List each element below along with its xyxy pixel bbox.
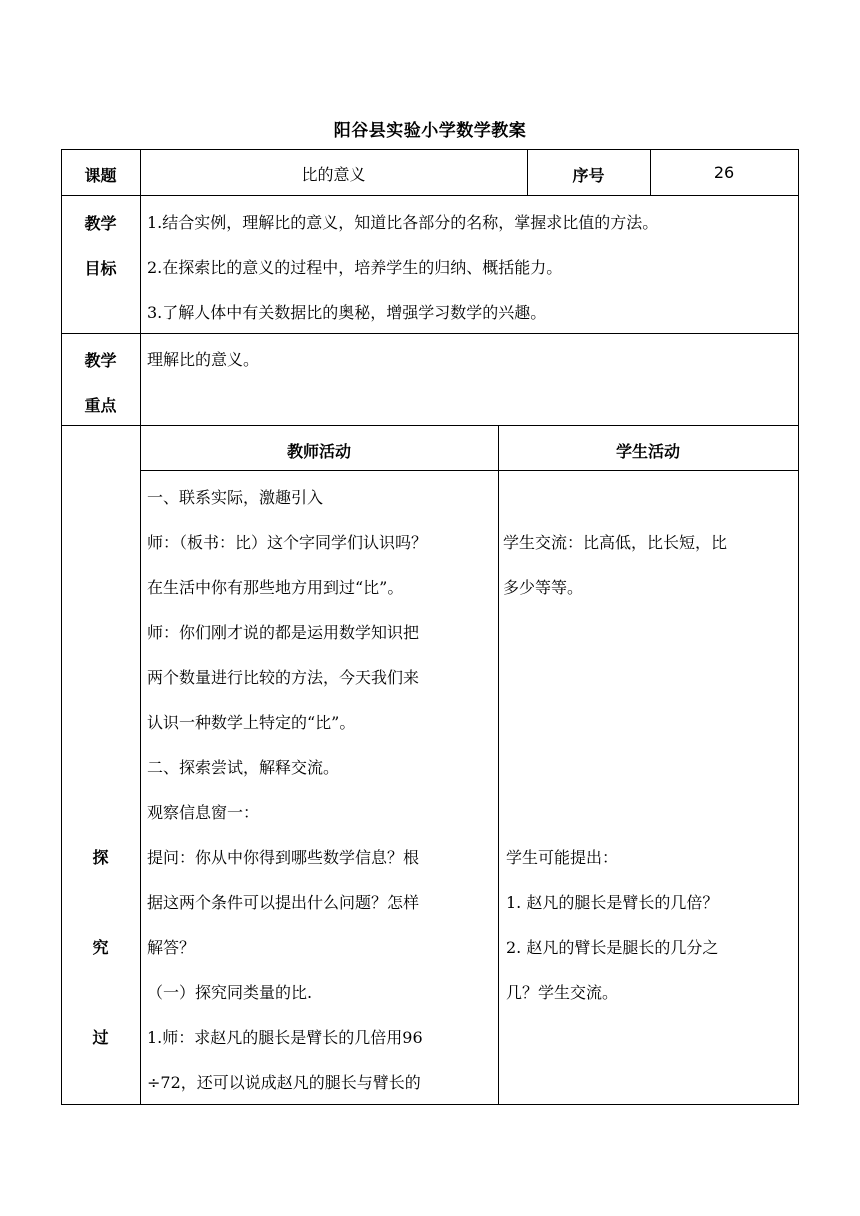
- focus-text: 理解比的意义。: [147, 350, 260, 369]
- topic-label: 课题: [84, 166, 117, 185]
- student-line: 学生可能提出：: [506, 848, 619, 867]
- goal-line: 1.结合实例，理解比的意义，知道比各部分的名称，掌握求比值的方法。: [147, 213, 659, 232]
- topic-value: 比的意义: [301, 165, 366, 184]
- teacher-line: 解答？: [147, 938, 196, 957]
- teacher-line: 二、探索尝试，解释交流。: [147, 758, 340, 777]
- process-label-char: 究: [92, 938, 109, 957]
- teacher-line: 据这两个条件可以提出什么问题？怎样: [147, 893, 420, 912]
- seq-value: 26: [713, 163, 735, 182]
- student-line: 2. 赵凡的臂长是腿长的几分之: [506, 938, 719, 957]
- student-line: 1. 赵凡的腿长是臂长的几倍？: [506, 893, 719, 912]
- goal-line: 2.在探索比的意义的过程中，培养学生的归纳、概括能力。: [147, 258, 563, 277]
- process-label-char: 过: [92, 1028, 109, 1047]
- goals-label-2: 目标: [84, 259, 117, 278]
- teacher-line: （一）探究同类量的比.: [147, 983, 313, 1002]
- teacher-line: 师：（板书：比）这个字同学们认识吗？: [147, 533, 428, 552]
- student-line: 几？学生交流。: [506, 983, 619, 1002]
- focus-label-1: 教学: [84, 351, 117, 370]
- teacher-activity-header: 教师活动: [286, 442, 351, 461]
- table-border: [61, 195, 799, 196]
- teacher-line: 一、联系实际，激趣引入: [147, 488, 324, 507]
- table-border: [140, 149, 141, 1105]
- table-border: [798, 149, 799, 1105]
- goals-label-1: 教学: [84, 214, 117, 233]
- table-border: [61, 149, 799, 150]
- teacher-line: 提问：你从中你得到哪些数学信息？根: [147, 848, 420, 867]
- focus-label-2: 重点: [84, 396, 117, 415]
- student-line: 多少等等。: [503, 578, 584, 597]
- table-border: [61, 149, 62, 1105]
- goal-line: 3.了解人体中有关数据比的奥秘，增强学习数学的兴趣。: [147, 303, 547, 322]
- teacher-line: 在生活中你有那些地方用到过“比”。: [147, 578, 404, 597]
- table-border: [61, 1104, 799, 1105]
- page-title: 阳谷县实验小学数学教案: [333, 121, 527, 141]
- teacher-line: 认识一种数学上特定的“比”。: [147, 713, 356, 732]
- table-border: [140, 470, 799, 471]
- teacher-line: 观察信息窗一：: [147, 803, 260, 822]
- teacher-line: ÷72，还可以说成赵凡的腿长与臂长的: [147, 1073, 421, 1092]
- student-activity-header: 学生活动: [615, 442, 680, 461]
- seq-label: 序号: [572, 166, 605, 185]
- teacher-line: 两个数量进行比较的方法，今天我们来: [147, 668, 420, 687]
- table-border: [498, 425, 499, 1105]
- teacher-line: 1.师：求赵凡的腿长是臂长的几倍用96: [147, 1028, 423, 1047]
- student-line: 学生交流：比高低，比长短，比: [503, 533, 728, 552]
- process-label-char: 探: [92, 848, 109, 867]
- table-border: [61, 425, 799, 426]
- table-border: [61, 333, 799, 334]
- teacher-line: 师：你们刚才说的都是运用数学知识把: [147, 623, 420, 642]
